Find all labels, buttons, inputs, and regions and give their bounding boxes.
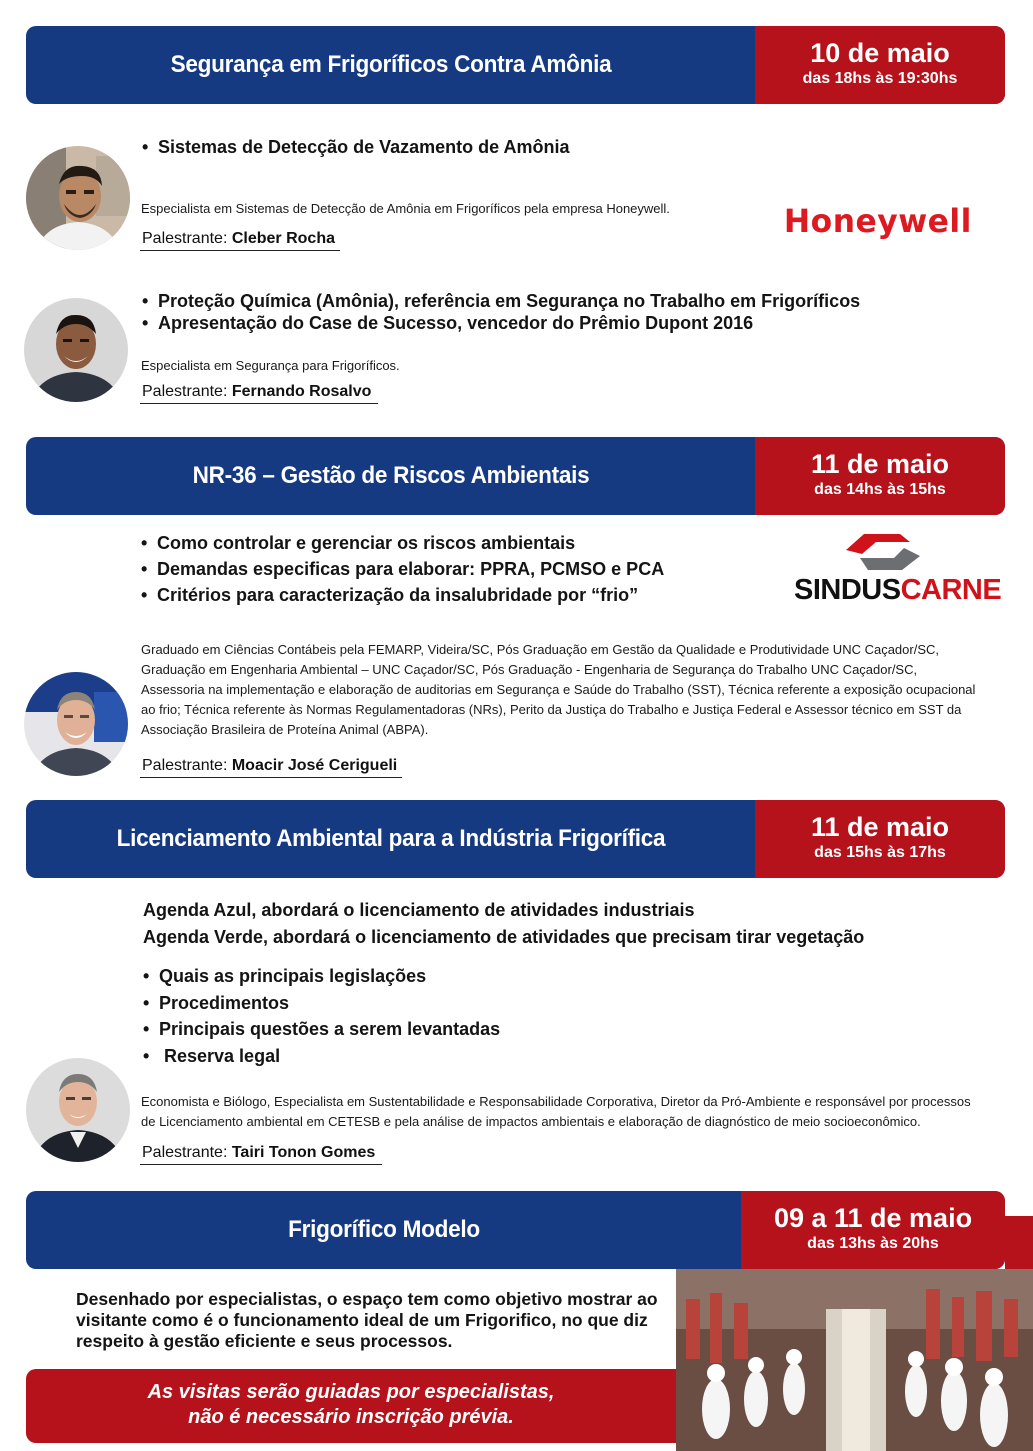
avatar-moacir-cerigueli [24, 672, 128, 776]
section-header-amonia [26, 26, 1005, 104]
bullets-speaker-1 [142, 136, 570, 158]
date-box-extension [1005, 1216, 1033, 1269]
factory-photo [676, 1269, 1033, 1451]
logo-part-sindus: SINDUS [794, 574, 901, 606]
modelo-description: Desenhado por especialistas, o espaço tem como objetivo mostrar ao visitante como é o funcionamento ideal de um Frigorifico, no que diz respeito à gestão eficiente e seus processos. [76, 1289, 658, 1351]
date-box [755, 437, 1005, 515]
speaker-description [141, 640, 1021, 740]
speaker-description: Especialista em Segurança para Frigoríficos. [141, 358, 400, 373]
bullet-item: • Como controlar e gerenciar os riscos ambientais [141, 530, 664, 556]
section-title: NR-36 – Gestão de Riscos Ambientais [192, 462, 590, 489]
description-line: Graduação em Engenharia Ambiental – UNC Caçador/SC, Pós Graduação - Engenharia de Segurança do Trabalho UNC Caçador/SC, [141, 662, 918, 677]
logo-part-carne: CARNE [900, 574, 1002, 606]
notice-line: As visitas serão guiadas por especialistas, [147, 1381, 555, 1403]
event-time: das 18hs às 19:30hs [802, 70, 958, 87]
bullet-item: • Demandas especificas para elaborar: PPRA, PCMSO e PCA [141, 556, 664, 582]
honeywell-logo: Honeywell [783, 202, 972, 240]
date-box [755, 800, 1005, 878]
description-line: Economista e Biólogo, Especialista em Sustentabilidade e Responsabilidade Corporativa, Diretor da Pró-Ambiente e responsável por processos [141, 1094, 971, 1109]
sinduscarne-logo-mark [840, 528, 924, 574]
event-date: 09 a 11 de maio [773, 1203, 973, 1233]
section-header-frigorifico-modelo [26, 1191, 1005, 1269]
description-line: ao frio; Técnica referente às Normas Regulamentadoras (NRs), Perito da Justiça do Trabalho e Justiça Federal e Assessor técnico em SST da [141, 702, 962, 717]
avatar-fernando-rosalvo [24, 298, 128, 402]
speaker-name: Fernando Rosalvo [231, 383, 372, 400]
speaker-name: Cleber Rocha [231, 230, 335, 247]
bullets-speaker-2 [142, 290, 860, 334]
speaker-tairi-gomes [140, 1142, 382, 1165]
notice-line: não é necessário inscrição prévia. [188, 1406, 514, 1428]
section-title: Segurança em Frigoríficos Contra Amônia [170, 51, 612, 78]
bullet-item: • Reserva legal [143, 1043, 500, 1070]
bullet-item: • Proteção Química (Amônia), referência em Segurança no Trabalho em Frigoríficos [142, 290, 860, 312]
event-time: das 15hs às 17hs [814, 844, 946, 861]
speaker-label: Palestrante: [142, 230, 228, 247]
description-line: Graduado em Ciências Contábeis pela FEMARP, Videira/SC, Pós Graduação em Gestão da Qualidade e Produtividade UNC Caçador/SC, [141, 642, 939, 657]
section-header-licenciamento [26, 800, 1005, 878]
agenda-line: Agenda Verde, abordará o licenciamento de atividades que precisam tirar vegetação [143, 927, 865, 947]
description-line: Associação Brasileira de Proteína Animal (ABPA). [141, 722, 429, 737]
speaker-label: Palestrante: [142, 757, 228, 774]
event-time: das 14hs às 15hs [814, 481, 946, 498]
bullet-item: • Sistemas de Detecção de Vazamento de Amônia [142, 136, 570, 158]
bullet-item: • Principais questões a serem levantadas [143, 1016, 500, 1043]
speaker-name: Tairi Tonon Gomes [231, 1144, 376, 1161]
event-date: 11 de maio [810, 449, 950, 479]
agenda-line: Agenda Azul, abordará o licenciamento de atividades industriais [143, 900, 695, 920]
description-line: de Licenciamento ambiental em CETESB e pela análise de impactos ambientais e elaboração de diagnóstico de meio socioeconômico. [141, 1114, 921, 1129]
section-title: Frigorífico Modelo [288, 1216, 480, 1243]
bullet-item: • Apresentação do Case de Sucesso, vencedor do Prêmio Dupont 2016 [142, 312, 860, 334]
avatar-tairi-gomes [26, 1058, 130, 1162]
speaker-label: Palestrante: [142, 383, 228, 400]
event-time: das 13hs às 20hs [807, 1235, 939, 1252]
avatar-cleber-rocha [26, 146, 130, 250]
section-title: Licenciamento Ambiental para a Indústria Frigorífica [116, 825, 666, 852]
speaker-cleber-rocha [140, 228, 340, 251]
agenda-lines [143, 897, 864, 951]
description-line: Assessoria na implementação e elaboração de auditorias em Segurança e Saúde do Trabalho (SST), Técnica referente a exposição ocupacional [141, 682, 976, 697]
date-box [741, 1191, 1005, 1269]
speaker-fernando-rosalvo [140, 381, 378, 404]
event-date: 11 de maio [810, 812, 950, 842]
speaker-label: Palestrante: [142, 1144, 228, 1161]
speaker-name: Moacir José Cerigueli [231, 757, 398, 774]
speaker-description [141, 1092, 1021, 1132]
bullet-item: • Quais as principais legislações [143, 963, 500, 990]
bullets-nr36 [141, 530, 664, 608]
bullet-item: • Critérios para caracterização da insalubridade por “frio” [141, 582, 664, 608]
section-header-nr36 [26, 437, 1005, 515]
speaker-moacir-cerigueli [140, 755, 402, 778]
visit-notice [26, 1369, 676, 1443]
sinduscarne-logo-text [794, 574, 1001, 607]
speaker-description: Especialista em Sistemas de Detecção de Amônia em Frigoríficos pela empresa Honeywell. [141, 201, 670, 216]
event-date: 10 de maio [810, 38, 950, 68]
date-box [755, 26, 1005, 104]
bullets-licenciamento [143, 963, 500, 1069]
bullet-item: • Procedimentos [143, 990, 500, 1017]
